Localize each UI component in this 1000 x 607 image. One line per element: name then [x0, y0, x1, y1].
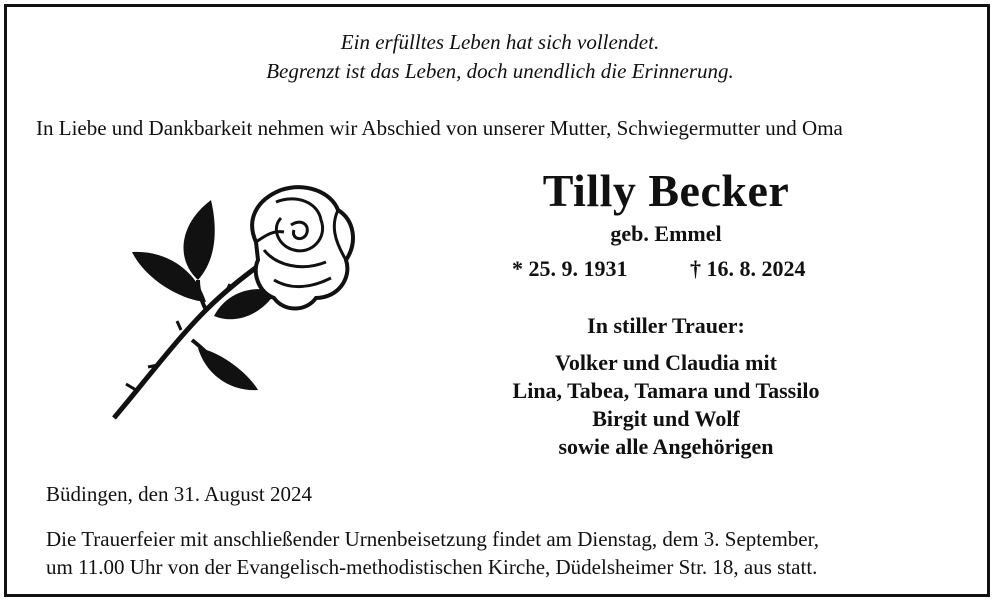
motto-line-2: Begrenzt ist das Leben, doch unendlich die Erinnerung.	[266, 59, 734, 83]
funeral-notice-line-2: um 11.00 Uhr von der Evangelisch-methodistischen Kirche, Düdelsheimer Str. 18, aus statt.	[46, 555, 818, 579]
place-and-date: Büdingen, den 31. August 2024	[46, 482, 312, 506]
rose-icon	[106, 180, 366, 430]
mourner-line: Birgit und Wolf	[592, 406, 740, 431]
funeral-notice-line-1: Die Trauerfeier mit anschließender Urnenbeisetzung findet am Dienstag, dem 3. September,	[46, 527, 820, 551]
deceased-name: Tilly Becker	[542, 165, 790, 216]
mourner-line: Lina, Tabea, Tamara und Tassilo	[512, 378, 820, 403]
mourner-line: sowie alle Angehörigen	[558, 434, 774, 459]
birth-date: * 25. 9. 1931	[512, 256, 628, 281]
mourner-line: Volker und Claudia mit	[555, 350, 777, 375]
mourners-heading: In stiller Trauer:	[587, 313, 745, 338]
death-date: † 16. 8. 2024	[690, 256, 806, 281]
intro-text: In Liebe und Dankbarkeit nehmen wir Abschied von unserer Mutter, Schwiegermutter und Oma	[36, 116, 843, 140]
motto-line-1: Ein erfülltes Leben hat sich vollendet.	[340, 30, 660, 54]
maiden-name: geb. Emmel	[610, 221, 722, 246]
